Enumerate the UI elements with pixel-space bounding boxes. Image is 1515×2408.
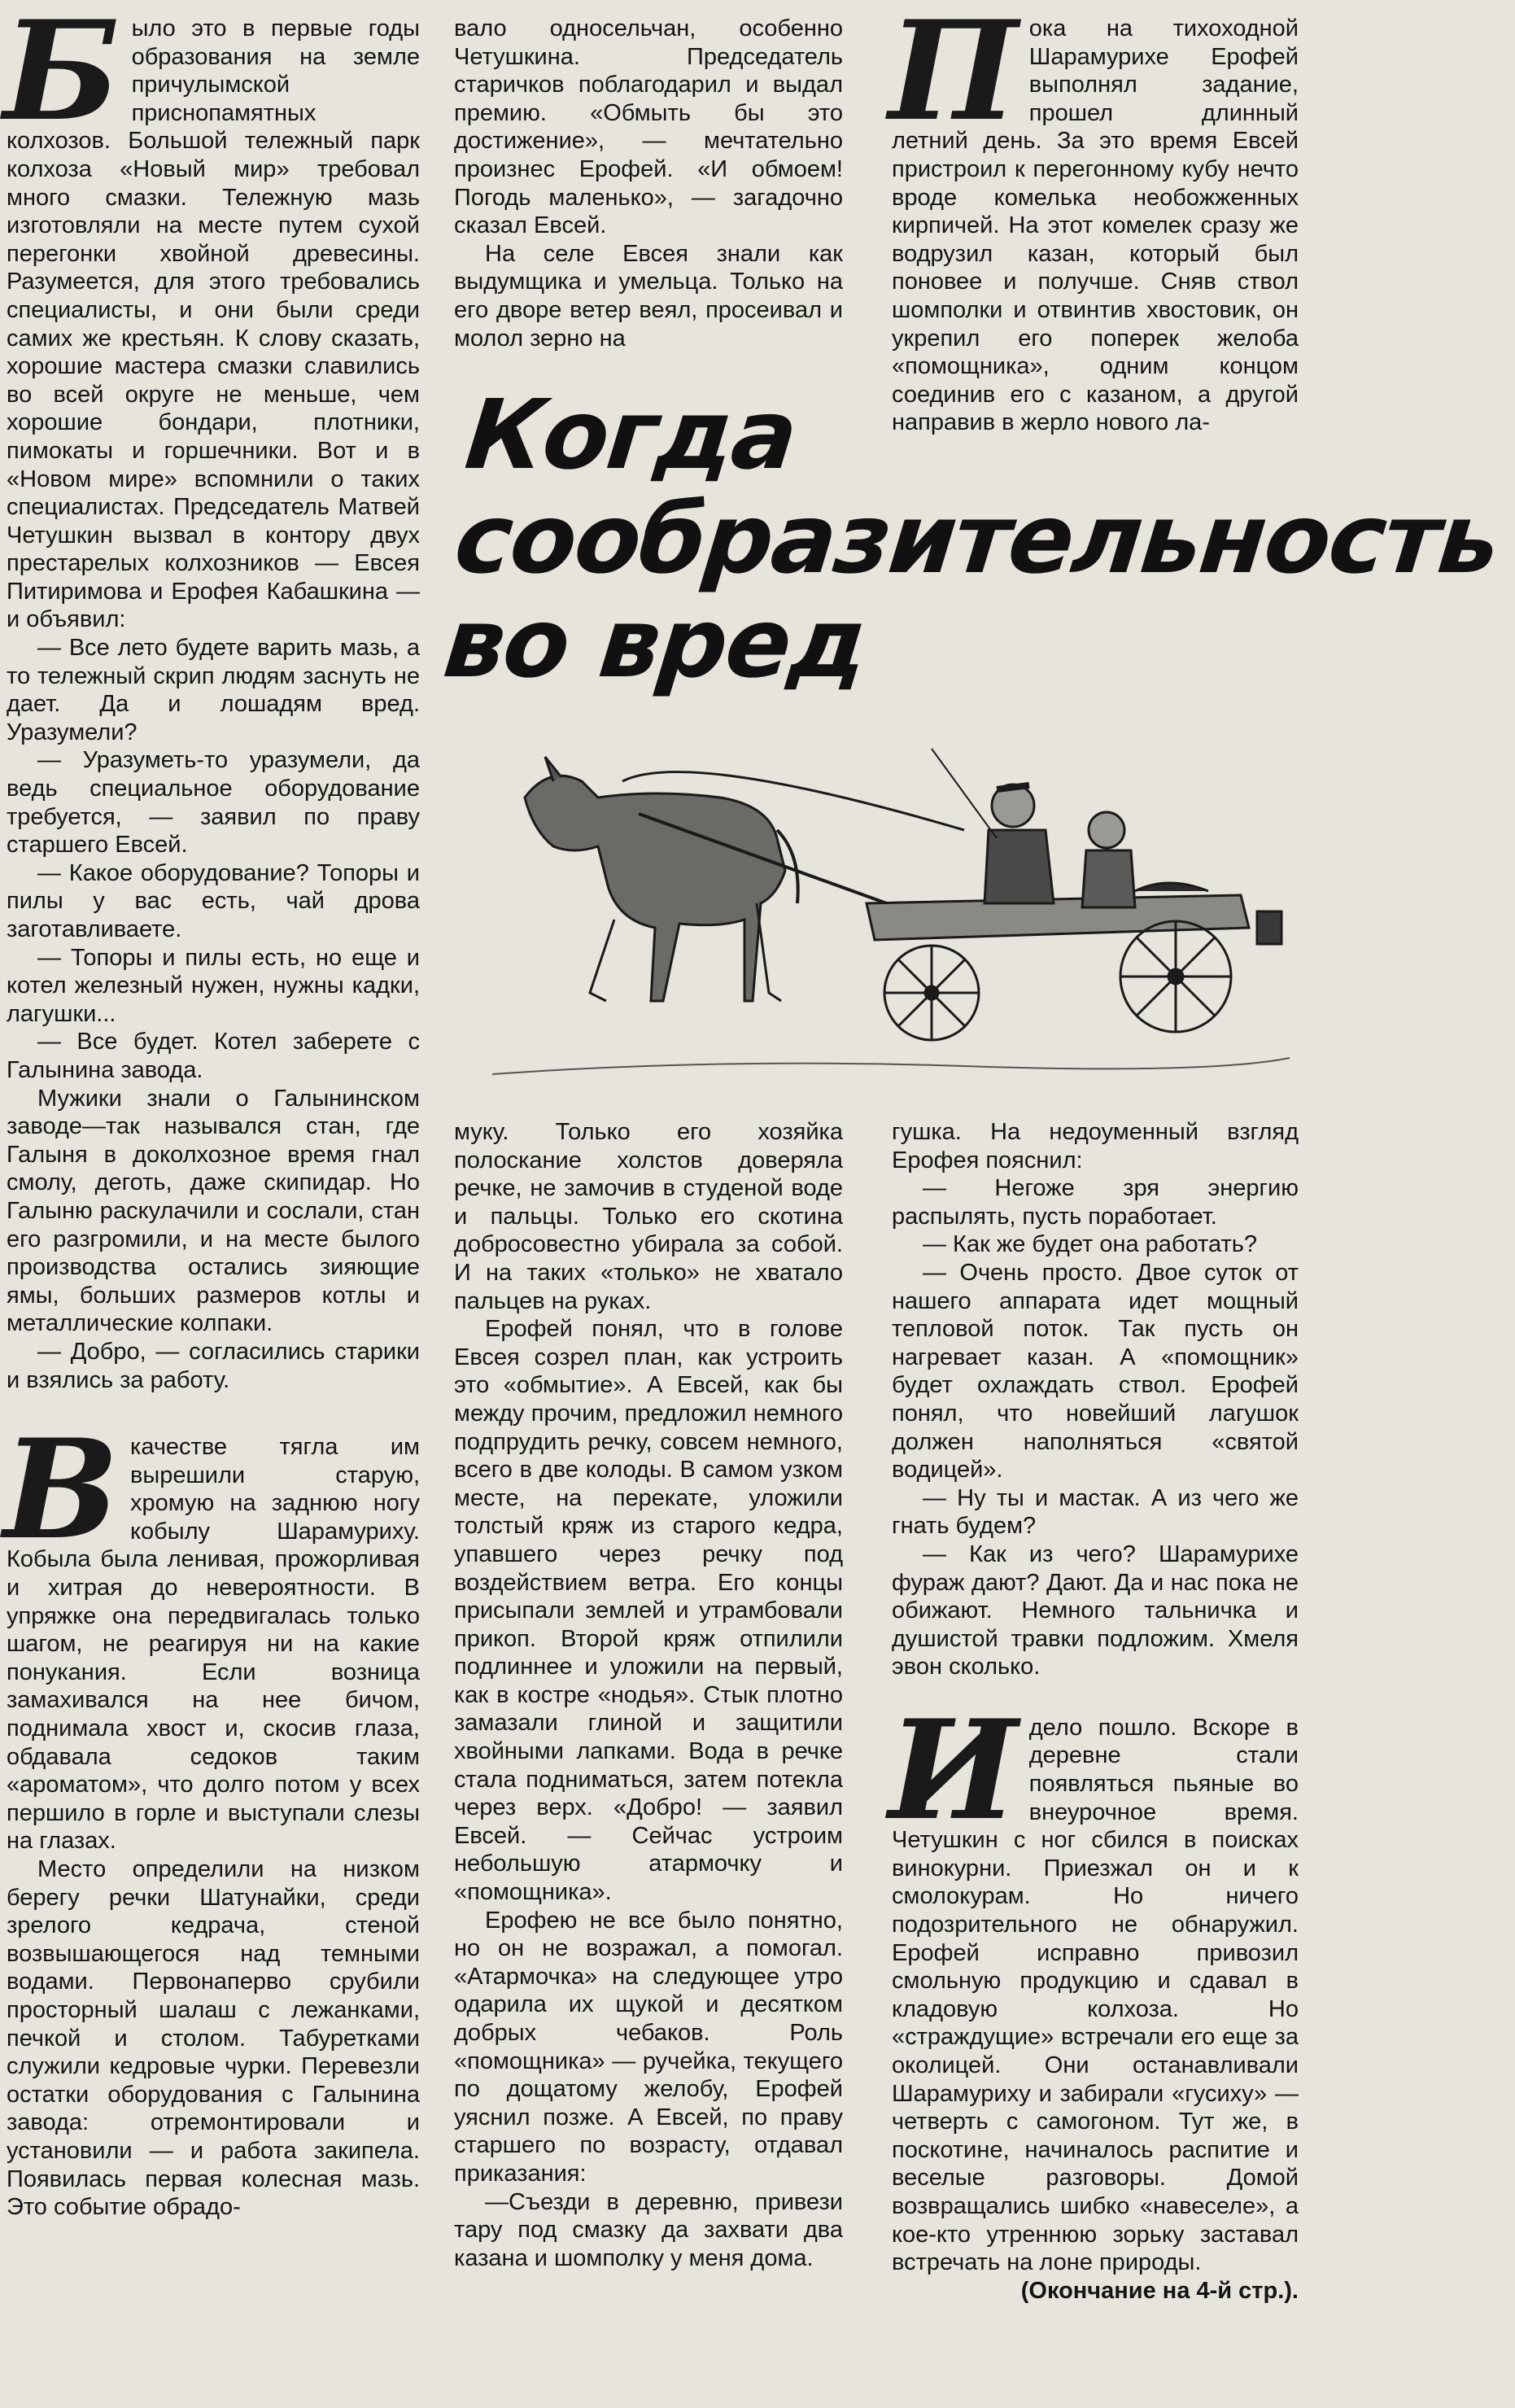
paragraph: — Все будет. Котел заберете с Галынина завода. [7, 1029, 420, 1083]
paragraph: — Топоры и пилы есть, но еще и котел железный нужен, нужны кадки, лагушки... [7, 944, 420, 1027]
dropcap-i: И [888, 1689, 1018, 1851]
paragraph: — Добро, — согласились старики и взялись за работу. [7, 1338, 420, 1393]
paragraph: — Негоже зря энергию распылять, пусть поработает. [892, 1175, 1299, 1230]
paragraph: — Как же будет она работать? [923, 1231, 1257, 1258]
paragraph: ыло это в первые годы образования на земле причулымской приснопамятных колхозов. Большой тележный парк колхоза «Новый мир» требовал много смазки. Тележную мазь изготовляли на месте путем сухой перегонки хвойной древесины. Разумеется, для этого требовались специалисты, и они были среди самих же крестьян. К слову сказать, хорошие мастера смазки славились во всей округе не меньше, чем хорошие бондари, плотники, пимокаты и горшечники. Вот и в «Новом мире» вспомнили о таких специалистах. Председатель Матвей Четушкин вызвал в контору двух престарелых колхозников — Евсея Питиримова и Ерофея Кабашкина — и объявил: [7, 15, 420, 633]
column-2-bottom [454, 1118, 843, 2272]
column-3-bottom [888, 1118, 1299, 2305]
paragraph: качестве тягла им вырешили старую, хромую на заднюю ногу кобылу Шарамуриху. Кобыла была ленивая, прожорливая и хитрая до невероятности. В упряжке она передвигалась только шагом, не реагируя ни на какие понукания. Если возница замахивался на нее бичом, поднимала хвост и, скосив глаза, обдавала седоков таким «ароматом», что долго потом у всех першило в горле и выступали слезы на глазах. [7, 1434, 420, 1855]
paragraph: гушка. На недоуменный взгляд Ерофея пояснил: [892, 1119, 1299, 1173]
horse-cart-illustration [476, 732, 1306, 1090]
headline [439, 378, 1504, 699]
column-1 [3, 0, 420, 2222]
paragraph: — Уразуметь-то уразумели, да ведь специальное оборудование требуется, — заявил по праву старшего Евсей. [7, 747, 420, 859]
headline-line-3: во вред [439, 587, 872, 699]
paragraph: муку. Только его хозяйка полоскание холстов доверяла речке, не замочив в студеной воде и пальцы. Только его скотина добросовестно убирала за собой. И на таких «только» не хватало пальцев на руках. [454, 1119, 843, 1314]
paragraph: вало односельчан, особенно Четушкина. Председатель старичков поблагодарил и выдал премию. «Обмыть бы это достижение», — мечтательно произнес Ерофей. «И обмоем! Погодь маленько», — загадочно сказал Евсей. [454, 15, 843, 239]
paragraph: — Все лето будете варить мазь, а то тележный скрип людям заснуть не дает. Да и лошадям вред. Уразумели? [7, 635, 420, 745]
column-2-top [454, 15, 843, 352]
dropcap-p: П [888, 0, 1018, 151]
headline-line-2: сообразительность [449, 483, 1504, 595]
paragraph: Ерофею не все было понятно, но он не возражал, а помогал. «Атармочка» на следующее утро одарила их щукой и десятком добрых чебаков. Роль «помощника» — ручейка, текущего по дощатому желобу, Ерофей уяснил позже. А Евсей, по праву старшего по возрасту, отдавал приказания: [454, 1907, 843, 2187]
paragraph: — Ну ты и мастак. А из чего же гнать будем? [892, 1484, 1299, 1540]
paragraph: дело пошло. Вскоре в деревне стали появляться пьяные во внеурочное время. Четушкин с ног сбился в поисках винокурни. Приезжал он и к смолокурам. Но ничего подозрительного не обнаружил. Ерофей исправно привозил смольную продукцию и сдавал в кладовую колхоза. Но «страждущие» встречали его еще за околицей. Они останавливали Шарамуриху и забирали «гусиху» — четверть с самогоном. Тут же, в поскотине, начиналось распитие и веселые разговоры. Домой возвращались шибко «навеселе», а кое-кто утреннюю зорьку заставал встречать на лоне природы. [892, 1714, 1299, 2276]
headline-line-1: Когда [461, 378, 801, 491]
paragraph: ока на тихоходной Шарамурихе Ерофей выполнял задание, прошел длинный летний день. За это время Евсей пристроил к перегонному кубу нечто вроде комелька необожженных кирпичей. На этот комелек сразу же водрузил казан, который был поновее и получше. Сняв ствол шомполки и отвинтив хвостовик, он укрепил его поперек желоба «помощника», одним концом соединив его с казаном, а другой направив в жерло нового ла- [892, 15, 1299, 436]
paragraph: На селе Евсея знали как выдумщика и умельца. Только на его дворе ветер веял, просеивал и молол зерно на [454, 240, 843, 352]
dropcap-v: В [3, 1409, 119, 1571]
paragraph: — Как из чего? Шарамурихе фураж дают? Дают. Да и нас пока не обижают. Немного тальничка и душистой травки подложим. Хмеля эвон сколько. [892, 1541, 1299, 1680]
paragraph: Мужики знали о Галынинском заводе—так назывался стан, где Галыня в доколхозное время гнал смолу, деготь, даже скипидар. Но Галыню раскулачили и сослали, стан его разгромили, и на месте былого производства остались зияющие ямы, больших размеров котлы и металлические колпаки. [7, 1085, 420, 1337]
paragraph: Место определили на низком берегу речки Шатунайки, среди зрелого кедрача, стеной возвышающегося над темными водами. Первонаперво срубили просторный шалаш с лежанками, печкой и столом. Табуретками служили кедровые чурки. Перевезли остатки оборудования с Галынина завода: отремонтировали и установили — и работа закипела. Появилась первая колесная мазь. Это событие обрадо- [7, 1856, 420, 2221]
column-3-top [888, 0, 1299, 437]
continuation-note: (Окончание на 4-й стр.). [1020, 2277, 1299, 2304]
paragraph: Ерофей понял, что в голове Евсея созрел план, как устроить это «обмытие». А Евсей, как бы между прочим, предложил немного подпрудить речку, совсем немного, всего в две колоды. В самом узком месте, на перекате, уложили толстый кряж из старого кедра, упавшего через речку под воздействием ветра. Его концы присыпали землей и утрамбовали прикоп. Второй кряж отпилили подлиннее и уложили на первый, как в костре «нодья». Стык плотно замазали глиной и защитили хвойными лапками. Вода в речке стала подниматься, затем потекла через верх. «Добро! — заявил Евсей. — Сейчас устроим небольшую атармочку и «помощника». [454, 1316, 843, 1906]
paragraph: —Съезди в деревню, привези тару под смазку да захвати два казана и шомполку у меня дома. [454, 2188, 843, 2271]
paragraph: — Какое оборудование? Топоры и пилы у вас есть, чай дрова заготавливаете. [7, 859, 420, 942]
dropcap-b: Б [3, 0, 120, 151]
paragraph: — Очень просто. Двое суток от нашего аппарата идет мощный тепловой поток. Так пусть он нагревает казан. А «помощник» будет охлаждать ствол. Ерофей понял, что новейший лагушок должен наполняться «святой водицей». [892, 1259, 1299, 1484]
